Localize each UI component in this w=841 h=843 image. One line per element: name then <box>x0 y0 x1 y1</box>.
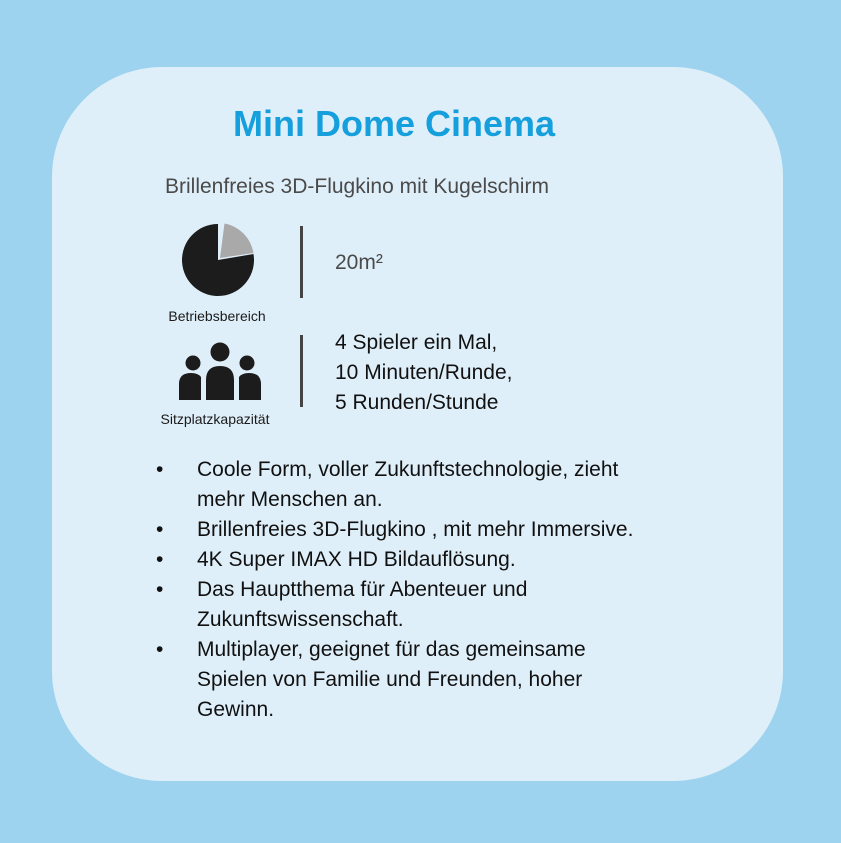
product-card <box>52 67 783 781</box>
feature-line: Gewinn. <box>197 698 275 721</box>
seating-line: 5 Runden/Stunde <box>335 391 499 414</box>
pie-chart-icon <box>181 223 255 297</box>
feature-line: Spielen von Familie und Freunden, hoher <box>197 668 583 691</box>
area-label: Betriebsbereich <box>168 308 266 324</box>
feature-line: Zukunftswissenschaft. <box>197 608 404 631</box>
card-title: Mini Dome Cinema <box>232 103 556 144</box>
feature-item: • Das Hauptthema für Abenteuer und Zukunftswissenschaft. <box>154 575 734 635</box>
area-value: 20m² <box>335 251 383 274</box>
seating-line: 4 Spieler ein Mal, <box>335 331 498 354</box>
feature-line: 4K Super IMAX HD Bildauflösung. <box>197 548 516 571</box>
divider <box>300 335 303 407</box>
feature-line: Brillenfreies 3D-Flugkino , mit mehr Immersive. <box>197 518 634 541</box>
feature-list <box>154 455 734 725</box>
feature-item: • Coole Form, voller Zukunftstechnologie, zieht mehr Menschen an. <box>154 455 734 515</box>
feature-item: • 4K Super IMAX HD Bildauflösung. <box>154 545 734 575</box>
people-group-icon <box>179 342 261 400</box>
feature-line: Multiplayer, geeignet für das gemeinsame <box>197 638 586 661</box>
divider <box>300 226 303 298</box>
feature-line: mehr Menschen an. <box>197 488 383 511</box>
feature-item: • Multiplayer, geeignet für das gemeinsame Spielen von Familie und Freunden, hoher Gewinn. <box>154 635 734 725</box>
card-subtitle: Brillenfreies 3D-Flugkino mit Kugelschirm <box>165 175 549 198</box>
feature-line: Coole Form, voller Zukunftstechnologie, zieht <box>197 458 619 481</box>
feature-item: • Brillenfreies 3D-Flugkino , mit mehr Immersive. <box>154 515 734 545</box>
seating-line: 10 Minuten/Runde, <box>335 361 513 384</box>
feature-line: Das Hauptthema für Abenteuer und <box>197 578 528 601</box>
seating-details <box>335 328 512 418</box>
seating-label: Sitzplatzkapazität <box>160 411 270 427</box>
